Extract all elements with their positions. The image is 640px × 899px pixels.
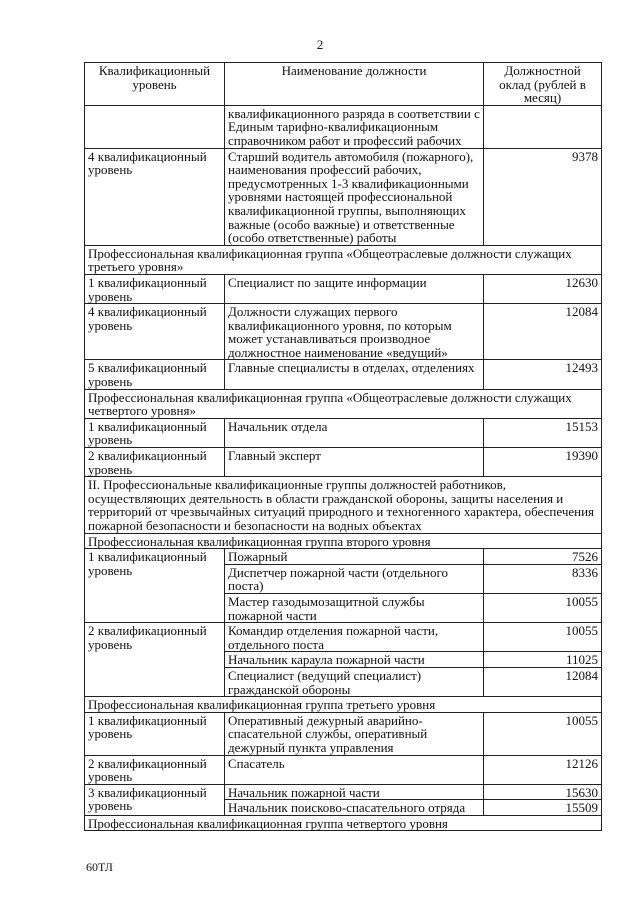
level-cell: 2 квалификационный уровень <box>85 448 225 477</box>
position-cell: Начальник пожарной части <box>225 784 484 800</box>
salary-cell: 8336 <box>484 564 602 593</box>
group-title: Профессиональная квалификационная группа второго уровня <box>85 533 602 549</box>
position-cell: Пожарный <box>225 549 484 565</box>
table-row <box>85 623 602 652</box>
position-cell: Оперативный дежурный аварийно-спасательной службы, оперативный дежурный пункта управления <box>225 712 484 755</box>
document-code: 60ТЛ <box>86 860 113 874</box>
salary-cell: 12126 <box>484 755 602 784</box>
table-row <box>85 755 602 784</box>
level-cell: 2 квалификационный уровень <box>85 623 225 697</box>
group-header-row <box>85 815 602 831</box>
table-row <box>85 418 602 447</box>
table-row <box>85 549 602 565</box>
level-cell: 3 квалификационный уровень <box>85 784 225 815</box>
level-cell: 2 квалификационный уровень <box>85 755 225 784</box>
level-cell: 4 квалификационный уровень <box>85 304 225 360</box>
salary-table <box>84 62 602 831</box>
level-cell: 1 квалификационный уровень <box>85 712 225 755</box>
group-title: Профессиональная квалификационная группа четвертого уровня <box>85 815 602 831</box>
position-cell: Старший водитель автомобиля (пожарного), наименования профессий рабочих, предусмотренных 1-3 квалификационными уровнями настоящей профессиональной квалификационной группы, выполняющих важные (особо важные) и ответственные (особо ответственные) работы <box>225 148 484 245</box>
level-cell: 5 квалификационный уровень <box>85 360 225 389</box>
group-title: Профессиональная квалификационная группа «Общеотраслевые должности служащих третьего уровня» <box>85 245 602 274</box>
table-row <box>85 148 602 245</box>
position-cell: Командир отделения пожарной части, отдельного поста <box>225 623 484 652</box>
group-title: Профессиональная квалификационная группа третьего уровня <box>85 697 602 713</box>
salary-cell: 9378 <box>484 148 602 245</box>
table-row <box>85 360 602 389</box>
position-cell: Должности служащих первого квалификационного уровня, по которым может устанавливаться производное должностное наименование «ведущий» <box>225 304 484 360</box>
section-title: II. Профессиональные квалификационные группы должностей работников, осуществляющих деятельность в области гражданской обороны, защиты населения и территорий от чрезвычайных ситуаций природного и техногенного характера, обеспечения пожарной безопасности и безопасности на водных объектах <box>85 477 602 533</box>
position-cell: Диспетчер пожарной части (отдельного поста) <box>225 564 484 593</box>
group-title: Профессиональная квалификационная группа «Общеотраслевые должности служащих четвертого уровня» <box>85 389 602 418</box>
salary-cell: 15153 <box>484 418 602 447</box>
salary-cell: 12493 <box>484 360 602 389</box>
salary-cell: 11025 <box>484 652 602 668</box>
position-cell: квалификационного разряда в соответствии с Единым тарифно-квалификационным справочником работ и профессий рабочих <box>225 105 484 148</box>
level-cell: 1 квалификационный уровень <box>85 274 225 303</box>
header-position: Наименование должности <box>225 63 484 106</box>
position-cell: Специалист (ведущий специалист) гражданской обороны <box>225 667 484 696</box>
group-header-row <box>85 697 602 713</box>
salary-cell: 19390 <box>484 448 602 477</box>
salary-cell: 10055 <box>484 712 602 755</box>
position-cell: Главный эксперт <box>225 448 484 477</box>
salary-cell: 12630 <box>484 274 602 303</box>
level-cell: 1 квалификационный уровень <box>85 549 225 623</box>
salary-cell: 10055 <box>484 623 602 652</box>
table-row <box>85 304 602 360</box>
salary-cell: 15509 <box>484 800 602 816</box>
position-cell: Начальник отдела <box>225 418 484 447</box>
table-row <box>85 712 602 755</box>
position-cell: Специалист по защите информации <box>225 274 484 303</box>
table-header-row <box>85 63 602 106</box>
table-row <box>85 105 602 148</box>
position-cell: Главные специалисты в отделах, отделениях <box>225 360 484 389</box>
salary-cell: 15630 <box>484 784 602 800</box>
position-cell: Начальник поисково-спасательного отряда <box>225 800 484 816</box>
header-salary: Должностной оклад (рублей в месяц) <box>484 63 602 106</box>
salary-cell: 12084 <box>484 304 602 360</box>
position-cell: Начальник караула пожарной части <box>225 652 484 668</box>
salary-cell <box>484 105 602 148</box>
position-cell: Спасатель <box>225 755 484 784</box>
level-cell: 4 квалификационный уровень <box>85 148 225 245</box>
group-header-row <box>85 533 602 549</box>
salary-cell: 7526 <box>484 549 602 565</box>
level-cell <box>85 105 225 148</box>
section-header-row <box>85 477 602 533</box>
salary-cell: 12084 <box>484 667 602 696</box>
table-row <box>85 448 602 477</box>
group-header-row <box>85 245 602 274</box>
level-cell: 1 квалификационный уровень <box>85 418 225 447</box>
page-number: 2 <box>316 37 324 52</box>
salary-cell: 10055 <box>484 593 602 622</box>
table-row <box>85 784 602 800</box>
header-level: Квалификационный уровень <box>85 63 225 106</box>
position-cell: Мастер газодымозащитной службы пожарной части <box>225 593 484 622</box>
group-header-row <box>85 389 602 418</box>
table-row <box>85 274 602 303</box>
